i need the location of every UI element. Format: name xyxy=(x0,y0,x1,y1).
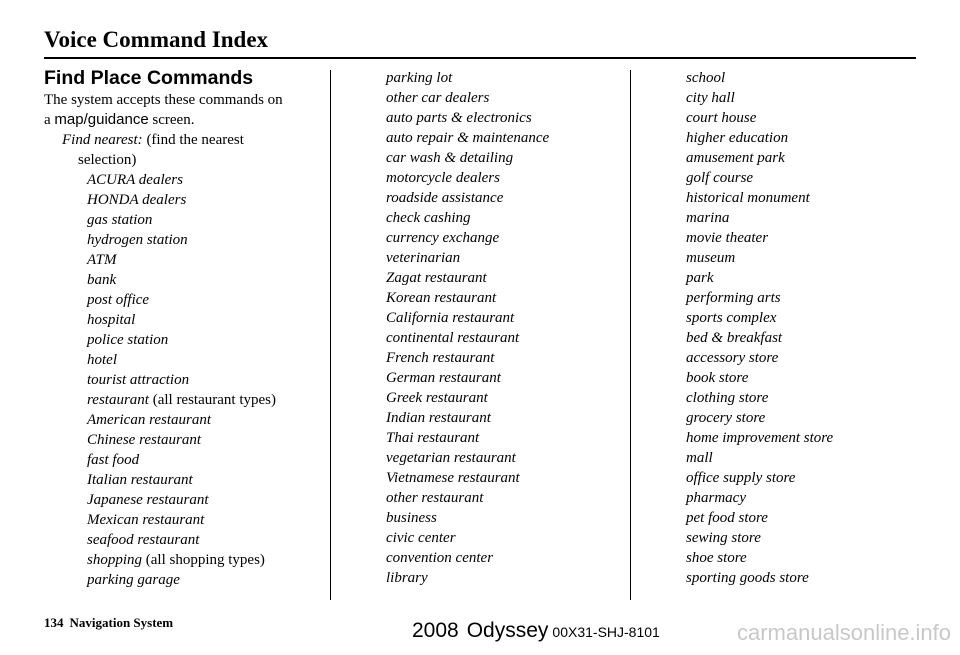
command-item: book store xyxy=(686,370,749,386)
command-item: home improvement store xyxy=(686,430,834,446)
command-item: California restaurant xyxy=(386,310,515,326)
column-divider xyxy=(630,70,631,600)
command-item xyxy=(87,250,283,270)
command-text: fast food xyxy=(87,452,140,468)
command-item: Korean restaurant xyxy=(386,290,497,306)
command-item xyxy=(87,450,283,470)
command-text: police station xyxy=(87,332,169,348)
command-text: hospital xyxy=(87,312,136,328)
column-2 xyxy=(386,68,549,588)
intro-text xyxy=(44,90,283,130)
page-title: Voice Command Index xyxy=(44,27,269,52)
command-item xyxy=(87,470,283,490)
command-item: car wash & detailing xyxy=(386,150,514,166)
command-note: (all restaurant types) xyxy=(148,392,276,408)
intro-line-1: The system accepts these commands on xyxy=(44,92,283,108)
command-item: parking lot xyxy=(386,70,453,86)
command-text: American restaurant xyxy=(87,412,212,428)
command-item: performing arts xyxy=(686,290,781,306)
command-item xyxy=(87,230,283,250)
column-3 xyxy=(686,68,833,588)
command-text: post office xyxy=(87,292,150,308)
command-item: German restaurant xyxy=(386,370,501,386)
watermark: carmanualsonline.info xyxy=(737,620,952,645)
command-note: (all shopping types) xyxy=(142,552,265,568)
command-item xyxy=(87,390,283,410)
command-item: shoe store xyxy=(686,550,747,566)
model-year: 2008 xyxy=(412,619,459,642)
command-item xyxy=(87,310,283,330)
find-nearest-description-cont: selection) xyxy=(78,152,137,168)
command-item xyxy=(87,490,283,510)
page-footer xyxy=(44,615,173,631)
command-item: roadside assistance xyxy=(386,190,504,206)
command-item: amusement park xyxy=(686,150,785,166)
command-item: sewing store xyxy=(686,530,761,546)
command-text: HONDA dealers xyxy=(87,192,187,208)
screen-name: map/guidance xyxy=(54,111,149,128)
command-item: grocery store xyxy=(686,410,766,426)
command-item xyxy=(87,350,283,370)
command-item: auto parts & electronics xyxy=(386,110,532,126)
command-item: check cashing xyxy=(386,210,471,226)
command-text: ATM xyxy=(87,252,117,268)
command-item: convention center xyxy=(386,550,494,566)
command-item xyxy=(87,570,283,590)
command-item: city hall xyxy=(686,90,735,106)
command-item: Indian restaurant xyxy=(386,410,491,426)
command-item: currency exchange xyxy=(386,230,500,246)
command-text: Mexican restaurant xyxy=(87,512,205,528)
command-item xyxy=(87,550,283,570)
command-item: bed & breakfast xyxy=(686,330,783,346)
command-item: auto repair & maintenance xyxy=(386,130,550,146)
command-item: motorcycle dealers xyxy=(386,170,500,186)
command-item xyxy=(87,510,283,530)
intro-prefix: a xyxy=(44,112,55,128)
command-item: Thai restaurant xyxy=(386,430,480,446)
command-text: restaurant xyxy=(87,392,149,408)
model-name: Odyssey xyxy=(466,619,549,642)
command-item: marina xyxy=(686,210,730,226)
page-number: 134 xyxy=(44,615,64,630)
column-divider xyxy=(330,70,331,600)
command-text: Japanese restaurant xyxy=(87,492,209,508)
command-item: accessory store xyxy=(686,350,779,366)
command-text: seafood restaurant xyxy=(87,532,200,548)
header-divider xyxy=(44,57,916,59)
command-item xyxy=(87,530,283,550)
command-list xyxy=(44,170,283,590)
command-item xyxy=(87,370,283,390)
footer-section: Navigation System xyxy=(69,615,174,630)
command-item: office supply store xyxy=(686,470,796,486)
command-item: continental restaurant xyxy=(386,330,520,346)
command-item: golf course xyxy=(686,170,754,186)
command-item: sporting goods store xyxy=(686,570,809,586)
command-item xyxy=(87,190,283,210)
command-item: clothing store xyxy=(686,390,769,406)
command-item: Greek restaurant xyxy=(386,390,488,406)
command-item xyxy=(87,170,283,190)
command-text: hydrogen station xyxy=(87,232,188,248)
find-nearest-label: Find nearest: xyxy=(62,132,143,148)
command-text: tourist attraction xyxy=(87,372,190,388)
command-item: veterinarian xyxy=(386,250,461,266)
command-item: business xyxy=(386,510,437,526)
command-item: pet food store xyxy=(686,510,768,526)
command-item xyxy=(87,430,283,450)
command-item: other car dealers xyxy=(386,90,490,106)
command-item: library xyxy=(386,570,428,586)
command-item xyxy=(87,330,283,350)
command-item: higher education xyxy=(686,130,789,146)
command-item: French restaurant xyxy=(386,350,495,366)
command-item: civic center xyxy=(386,530,456,546)
command-item: park xyxy=(686,270,714,286)
intro-suffix: screen. xyxy=(148,112,195,128)
command-text: hotel xyxy=(87,352,117,368)
command-item xyxy=(87,290,283,310)
model-banner xyxy=(412,619,660,643)
command-text: ACURA dealers xyxy=(87,172,183,188)
find-nearest-command xyxy=(44,130,283,150)
command-item: historical monument xyxy=(686,190,810,206)
command-item xyxy=(87,410,283,430)
command-item: sports complex xyxy=(686,310,777,326)
column-1 xyxy=(44,67,283,590)
command-text: shopping xyxy=(87,552,143,568)
command-item: museum xyxy=(686,250,736,266)
intro-line-2 xyxy=(44,110,283,130)
command-item: movie theater xyxy=(686,230,769,246)
command-text: gas station xyxy=(87,212,153,228)
command-item xyxy=(87,210,283,230)
command-item: mall xyxy=(686,450,713,466)
command-text: bank xyxy=(87,272,117,288)
command-item: Zagat restaurant xyxy=(386,270,487,286)
command-item: other restaurant xyxy=(386,490,484,506)
command-item: Vietnamese restaurant xyxy=(386,470,520,486)
command-text: parking garage xyxy=(87,572,180,588)
command-text: Italian restaurant xyxy=(87,472,193,488)
manual-code: 00X31-SHJ-8101 xyxy=(552,624,660,640)
command-item: pharmacy xyxy=(686,490,746,506)
command-item xyxy=(87,270,283,290)
command-item: court house xyxy=(686,110,757,126)
section-heading: Find Place Commands xyxy=(44,67,254,89)
command-text: Chinese restaurant xyxy=(87,432,202,448)
command-item: school xyxy=(686,70,726,86)
command-item: vegetarian restaurant xyxy=(386,450,516,466)
find-nearest-description: (find the nearest xyxy=(142,132,244,148)
